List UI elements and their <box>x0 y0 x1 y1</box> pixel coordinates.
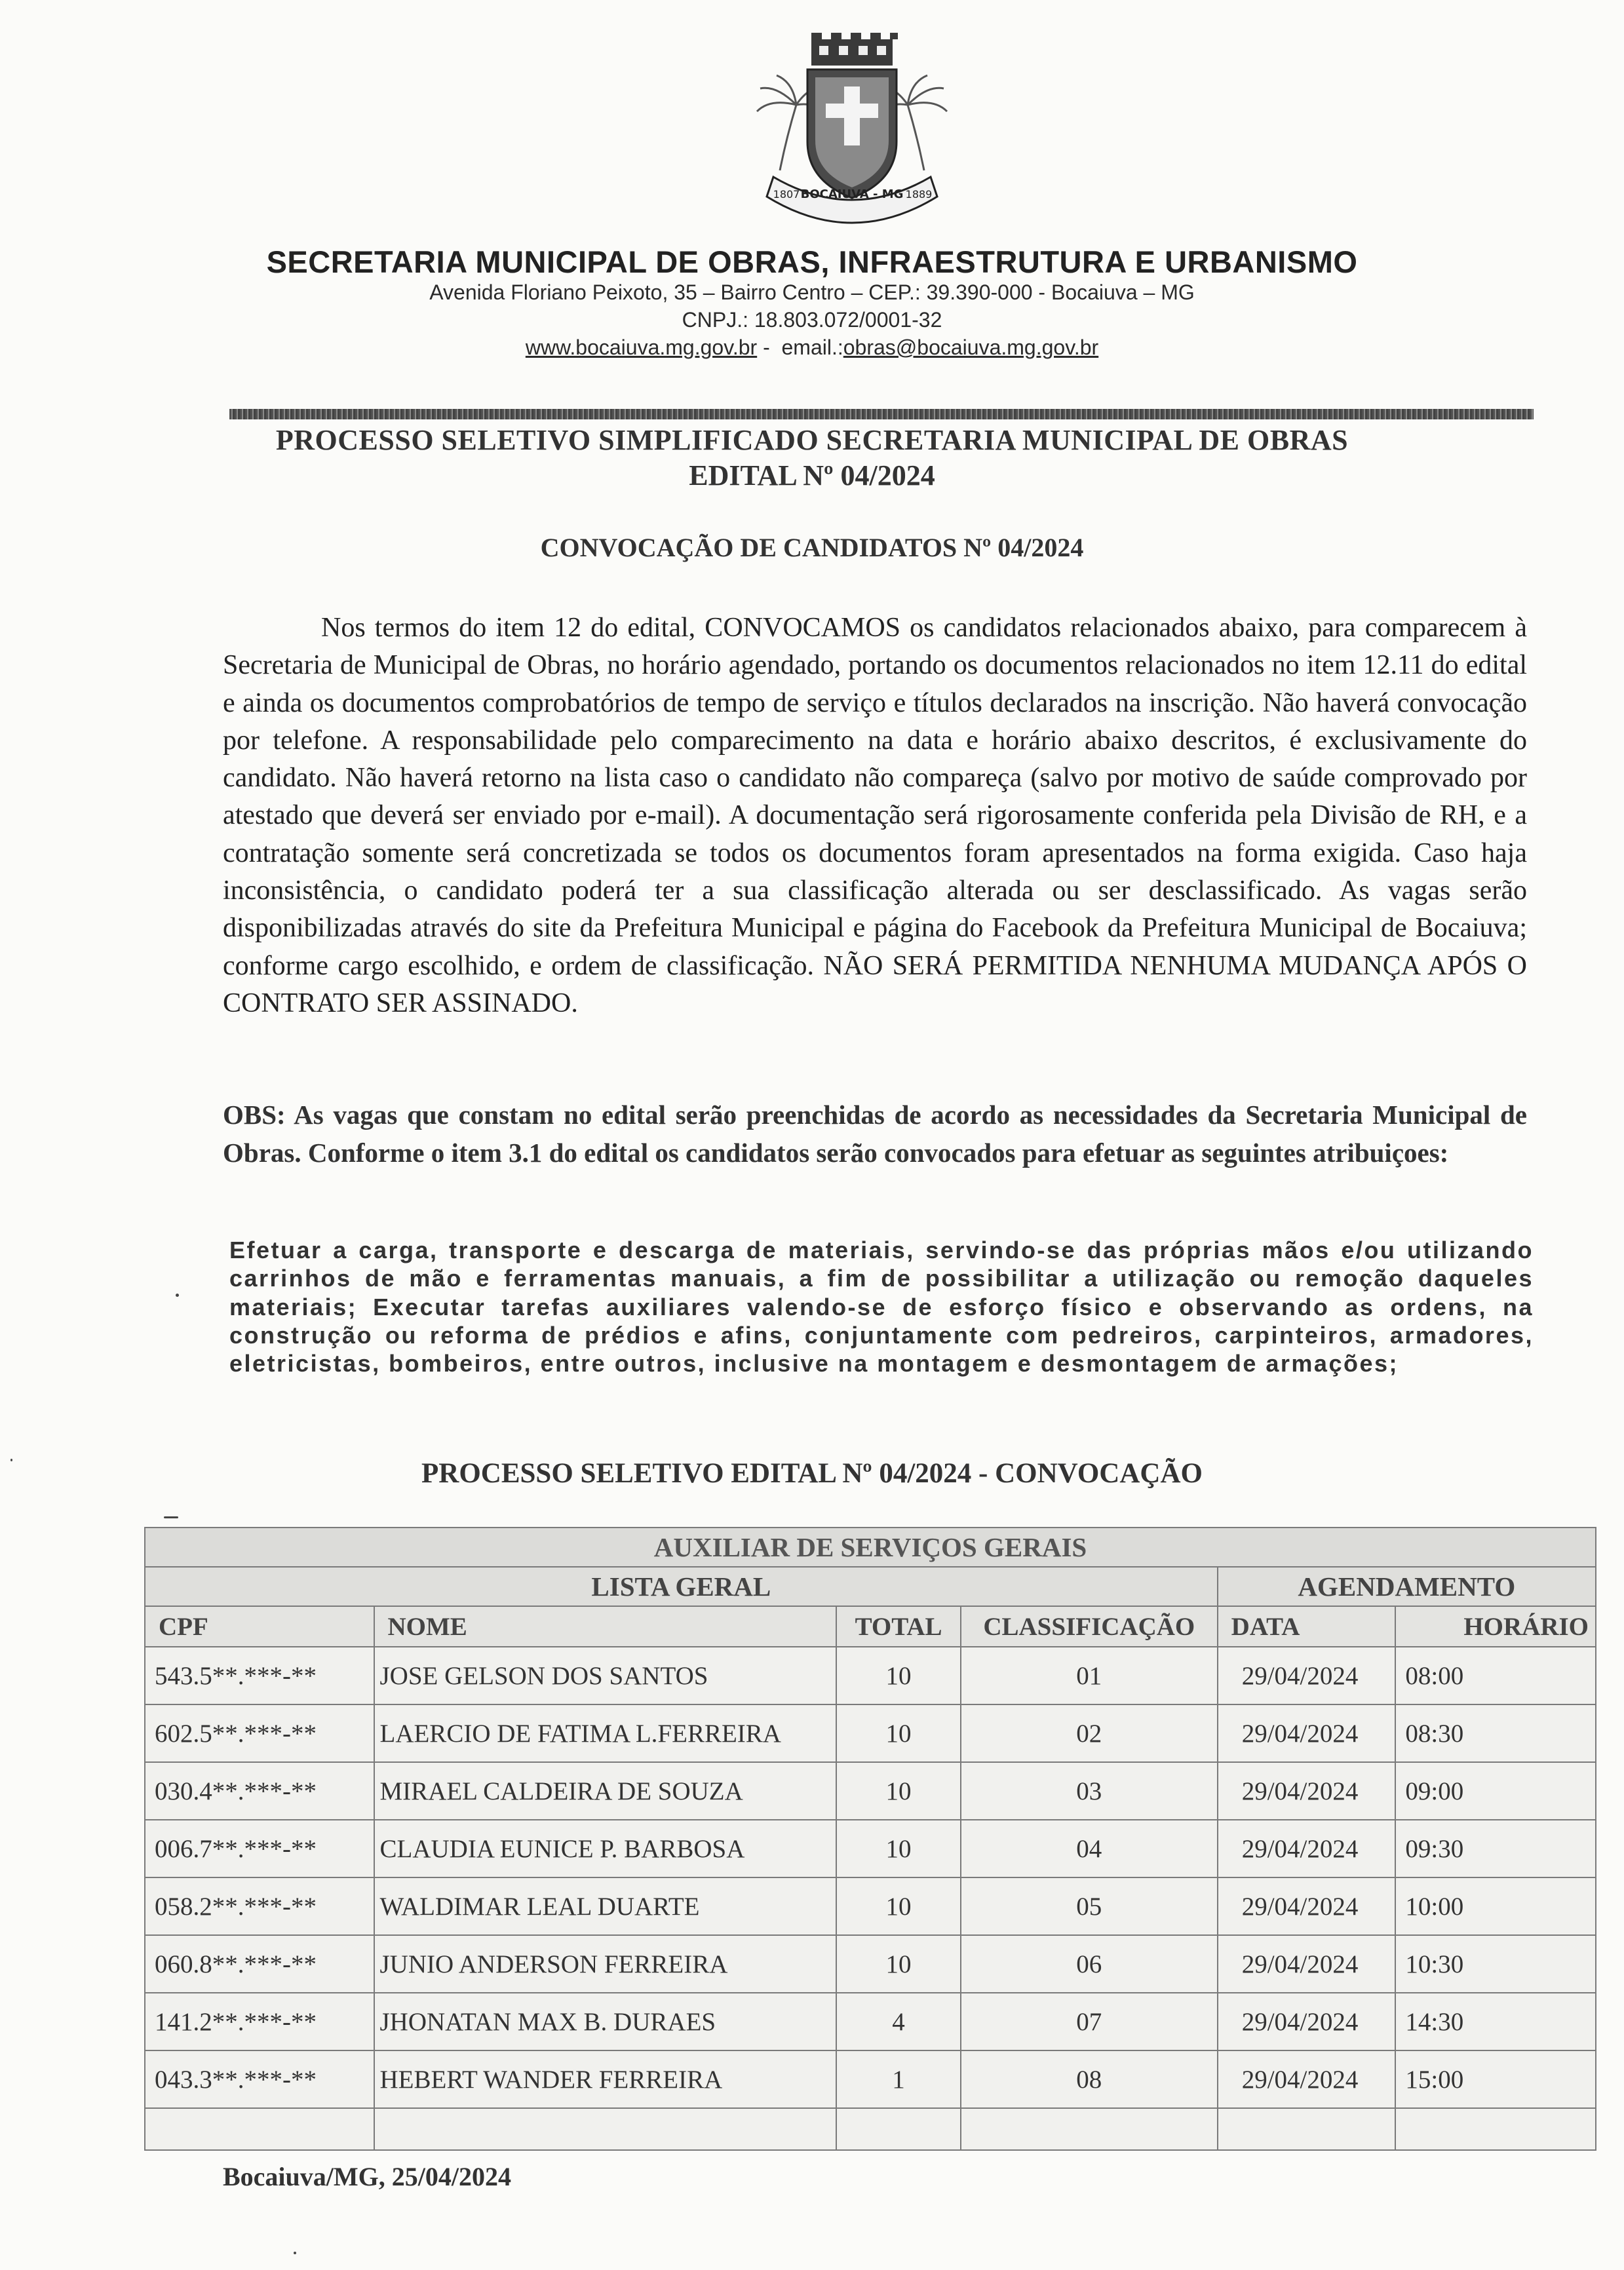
department-name: SECRETARIA MUNICIPAL DE OBRAS, INFRAESTRUTURA E URBANISMO <box>266 244 1358 279</box>
empty-cell <box>1395 2108 1596 2150</box>
empty-cell <box>961 2108 1218 2150</box>
scan-speck <box>10 1459 12 1461</box>
col-data: DATA <box>1218 1606 1396 1647</box>
contact-line <box>0 336 1624 360</box>
col-classificacao: CLASSIFICAÇÃO <box>961 1606 1218 1647</box>
convocation-body: Nos termos do item 12 do edital, CONVOCAMOS os candidatos relacionados abaixo, para comparecem à Secretaria de Municipal de Obras, no horário agendado, portando os documentos relacionados no item 12.11 do edital e ainda os documentos comprobatórios de tempo de serviço e títulos declarados na inscrição. Não haverá convocação por telefone. A responsabilidade pelo comparecimento na data e horário abaixo descritos, é exclusivamente do candidato. Não haverá retorno na lista caso o candidato não compareça (salvo por motivo de saúde comprovado por atestado que deverá ser enviado por e-mail). A documentação será rigorosamente conferida pela Divisão de RH, e a contratação somente será concretizada se todos os documentos foram apresentados na forma exigida. Caso haja inconsistência, o candidato poderá ter a sua classificação alterada ou ser desclassificado. As vagas serão disponibilizadas através do site da Prefeitura Municipal e página do Facebook da Prefeitura Municipal de Bocaiuva; conforme cargo escolhido, e ordem de classificação. NÃO SERÁ PERMITIDA NENHUMA MUDANÇA APÓS O CONTRATO SER ASSINADO. <box>223 613 1527 1018</box>
svg-text:1807: 1807 <box>773 188 800 201</box>
general-list-header: LISTA GERAL <box>145 1567 1218 1606</box>
col-horario: HORÁRIO <box>1395 1606 1596 1647</box>
cell-nome: JHONATAN MAX B. DURAES <box>374 1993 837 2050</box>
cell-classificacao: 08 <box>961 2050 1218 2108</box>
col-total: TOTAL <box>836 1606 961 1647</box>
header-divider <box>229 409 1534 419</box>
table-row <box>145 1647 1596 1704</box>
cell-horario: 10:30 <box>1395 1935 1596 1993</box>
empty-cell <box>836 2108 961 2150</box>
scan-speck <box>294 2252 296 2254</box>
cell-total: 10 <box>836 1877 961 1935</box>
cell-classificacao: 02 <box>961 1704 1218 1762</box>
cell-cpf: 060.8**.***-** <box>145 1935 374 1993</box>
table-row <box>145 1820 1596 1877</box>
table-row <box>145 1935 1596 1993</box>
empty-cell <box>145 2108 374 2150</box>
svg-text:BOCAIUVA - MG: BOCAIUVA - MG <box>800 187 904 201</box>
cell-nome: MIRAEL CALDEIRA DE SOUZA <box>374 1762 837 1820</box>
cell-classificacao: 05 <box>961 1877 1218 1935</box>
observation-paragraph: OBS: As vagas que constam no edital serão preenchidas de acordo as necessidades da Secretaria Municipal de Obras. Conforme o item 3.1 do edital os candidatos serão convocados para efetuar as seguintes atribuiçoes: <box>223 1100 1527 1168</box>
address-line: Avenida Floriano Peixoto, 35 – Bairro Centro – CEP.: 39.390-000 - Bocaiuva – MG <box>429 280 1195 304</box>
cell-data: 29/04/2024 <box>1218 1820 1396 1877</box>
cell-horario: 08:30 <box>1395 1704 1596 1762</box>
cell-cpf: 543.5**.***-** <box>145 1647 374 1704</box>
cell-horario: 08:00 <box>1395 1647 1596 1704</box>
cell-data: 29/04/2024 <box>1218 1704 1396 1762</box>
process-title: PROCESSO SELETIVO SIMPLIFICADO SECRETARIA MUNICIPAL DE OBRAS <box>275 424 1349 456</box>
cell-horario: 09:30 <box>1395 1820 1596 1877</box>
schedule-header: AGENDAMENTO <box>1218 1567 1596 1606</box>
empty-cell <box>374 2108 837 2150</box>
scan-speck <box>164 1516 178 1518</box>
cell-cpf: 006.7**.***-** <box>145 1820 374 1877</box>
table-row <box>145 1762 1596 1820</box>
separator: - <box>763 336 782 359</box>
scan-speck <box>176 1294 179 1297</box>
cell-total: 10 <box>836 1762 961 1820</box>
cell-cpf: 602.5**.***-** <box>145 1704 374 1762</box>
edital-number: EDITAL Nº 04/2024 <box>689 459 935 491</box>
convocation-title: CONVOCAÇÃO DE CANDIDATOS Nº 04/2024 <box>540 533 1084 562</box>
col-cpf: CPF <box>145 1606 374 1647</box>
email-label: email.: <box>781 336 843 359</box>
cell-data: 29/04/2024 <box>1218 1935 1396 1993</box>
cell-total: 10 <box>836 1704 961 1762</box>
municipal-crest <box>734 26 970 236</box>
cell-cpf: 043.3**.***-** <box>145 2050 374 2108</box>
table-row-empty <box>145 2108 1596 2150</box>
cell-cpf: 141.2**.***-** <box>145 1993 374 2050</box>
cell-total: 10 <box>836 1935 961 1993</box>
email-link[interactable]: obras@bocaiuva.mg.gov.br <box>843 336 1099 359</box>
svg-text:1889: 1889 <box>905 188 933 201</box>
table-row <box>145 2050 1596 2108</box>
website-link[interactable]: www.bocaiuva.mg.gov.br <box>525 336 758 359</box>
place-and-date: Bocaiuva/MG, 25/04/2024 <box>223 2162 511 2191</box>
table-row <box>145 1704 1596 1762</box>
duties-description: Efetuar a carga, transporte e descarga de materiais, servindo-se das próprias mãos e/ou utilizando carrinhos de mão e ferramentas manuais, a fim de possibilitar a utilização ou remoção daqueles materiais; Executar tarefas auxiliares valendo-se de esforço físico e observando as ordens, na construção ou reforma de prédios e afins, conjuntamente com pedreiros, carpinteiros, armadores, eletricistas, bombeiros, entre outros, inclusive na montagem e desmontagem de armações; <box>229 1237 1534 1377</box>
cell-classificacao: 07 <box>961 1993 1218 2050</box>
cell-total: 10 <box>836 1647 961 1704</box>
cell-data: 29/04/2024 <box>1218 1762 1396 1820</box>
cell-nome: HEBERT WANDER FERREIRA <box>374 2050 837 2108</box>
empty-cell <box>1218 2108 1396 2150</box>
cell-nome: JOSE GELSON DOS SANTOS <box>374 1647 837 1704</box>
table-row <box>145 1877 1596 1935</box>
role-header: AUXILIAR DE SERVIÇOS GERAIS <box>145 1528 1596 1567</box>
candidates-table <box>144 1527 1596 2151</box>
cell-data: 29/04/2024 <box>1218 1993 1396 2050</box>
cell-horario: 10:00 <box>1395 1877 1596 1935</box>
coat-of-arms-icon <box>734 26 970 236</box>
cell-data: 29/04/2024 <box>1218 1877 1396 1935</box>
cell-nome: WALDIMAR LEAL DUARTE <box>374 1877 837 1935</box>
cell-nome: CLAUDIA EUNICE P. BARBOSA <box>374 1820 837 1877</box>
cell-total: 1 <box>836 2050 961 2108</box>
cell-data: 29/04/2024 <box>1218 1647 1396 1704</box>
cell-classificacao: 06 <box>961 1935 1218 1993</box>
table-title: PROCESSO SELETIVO EDITAL Nº 04/2024 - CONVOCAÇÃO <box>421 1458 1203 1489</box>
col-nome: NOME <box>374 1606 837 1647</box>
cell-total: 10 <box>836 1820 961 1877</box>
cell-classificacao: 01 <box>961 1647 1218 1704</box>
cnpj-line: CNPJ.: 18.803.072/0001-32 <box>682 308 942 332</box>
cell-nome: JUNIO ANDERSON FERREIRA <box>374 1935 837 1993</box>
cell-total: 4 <box>836 1993 961 2050</box>
cell-data: 29/04/2024 <box>1218 2050 1396 2108</box>
cell-cpf: 058.2**.***-** <box>145 1877 374 1935</box>
cell-horario: 14:30 <box>1395 1993 1596 2050</box>
table-row <box>145 1993 1596 2050</box>
cell-horario: 15:00 <box>1395 2050 1596 2108</box>
cell-cpf: 030.4**.***-** <box>145 1762 374 1820</box>
cell-classificacao: 03 <box>961 1762 1218 1820</box>
cell-classificacao: 04 <box>961 1820 1218 1877</box>
cell-nome: LAERCIO DE FATIMA L.FERREIRA <box>374 1704 837 1762</box>
cell-horario: 09:00 <box>1395 1762 1596 1820</box>
